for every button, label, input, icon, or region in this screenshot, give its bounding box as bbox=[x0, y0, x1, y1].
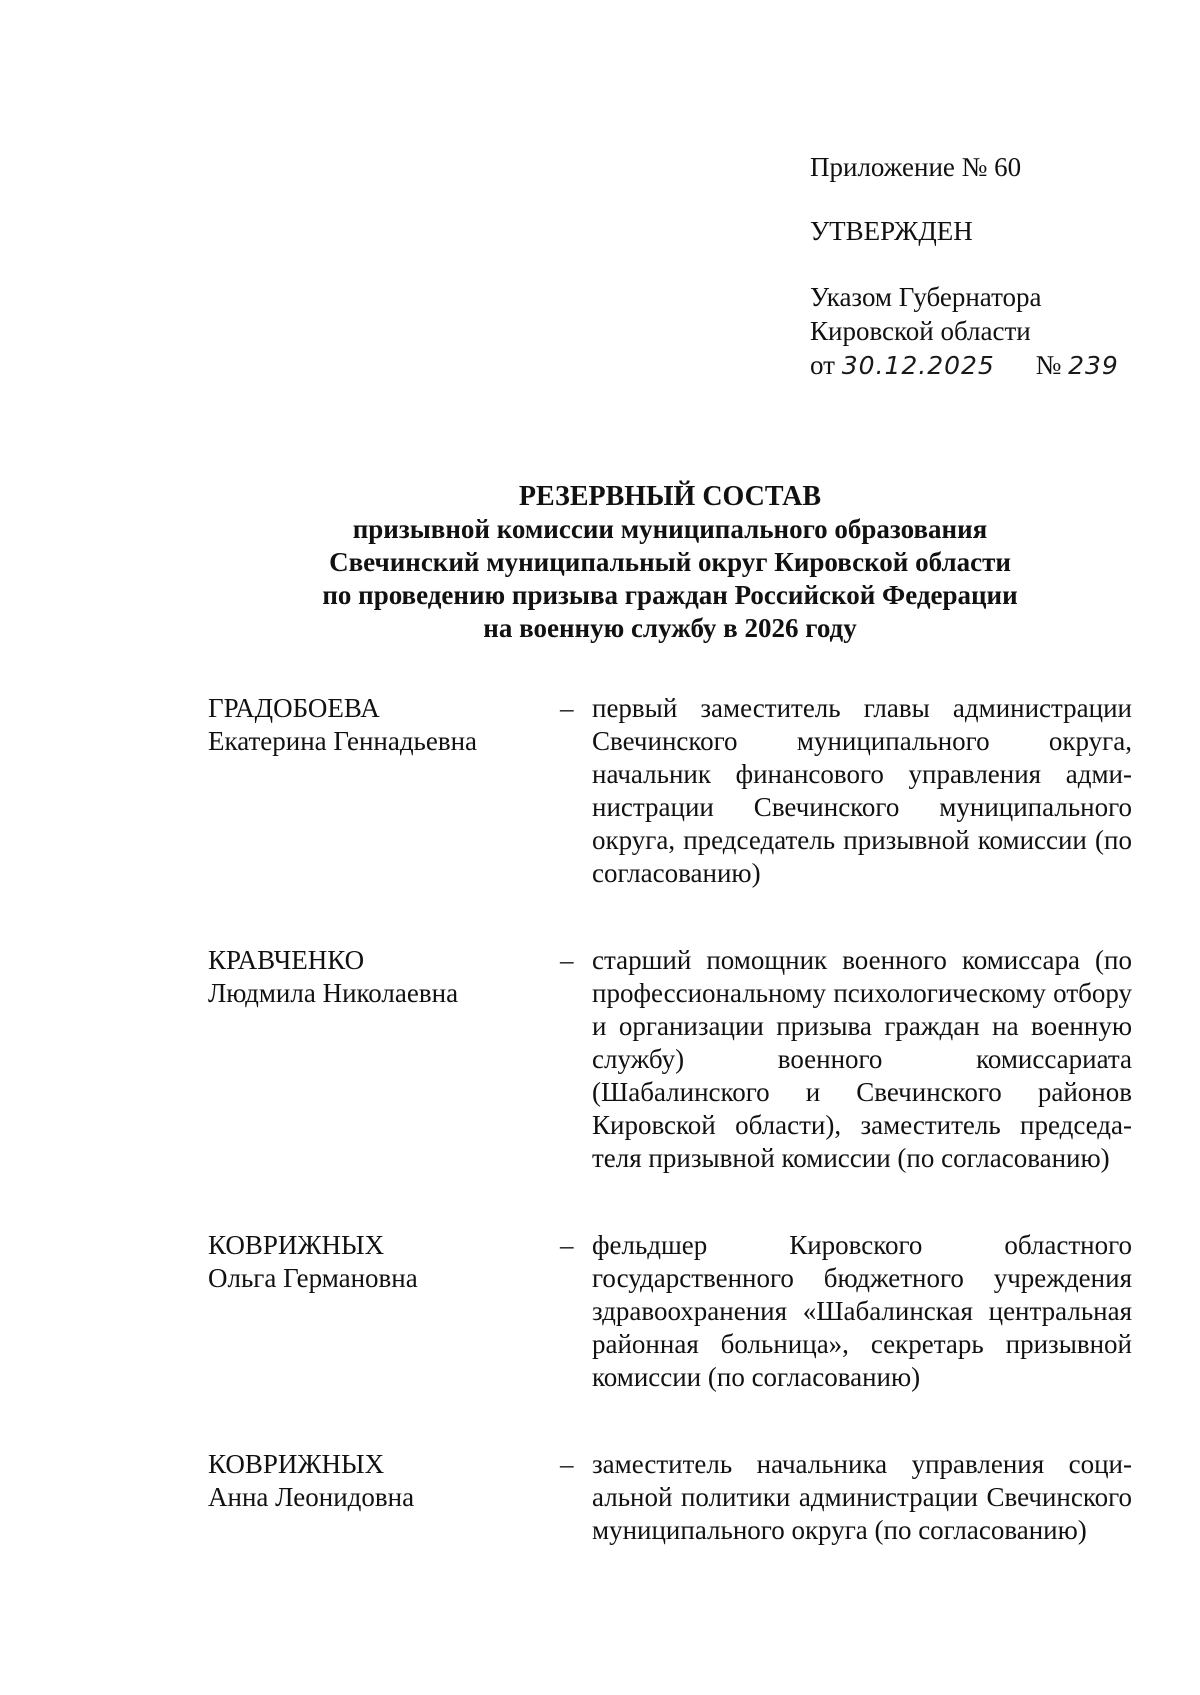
member-given-name: Людмила Николаевна bbox=[208, 978, 459, 1008]
title-line-4: на военную службу в 2026 году bbox=[483, 613, 857, 643]
member-surname: КРАВЧЕНКО bbox=[208, 945, 365, 975]
member-surname: КОВРИЖНЫХ bbox=[208, 1449, 385, 1479]
member-given-name: Анна Леонидовна bbox=[208, 1482, 415, 1512]
title-line-2: Свечинский муниципальный округ Кировской области bbox=[329, 547, 1011, 577]
decree-date-line bbox=[810, 348, 1119, 383]
appendix-number: Приложение № 60 bbox=[810, 152, 1022, 182]
member-dash: – bbox=[560, 945, 574, 975]
member-role: старший помощник военного комиссара (по профессиональному психологическому отбору и организации призыва граждан на военную службу) военного комиссариата (Шабалинского и Свечинского районов Кировской области), заместитель председателя призывной комиссии (по согласованию) bbox=[592, 945, 1132, 1173]
title-line-3: по проведению призыва граждан Российской Федерации bbox=[322, 580, 1018, 610]
decree-line-1: Указом Губернатора bbox=[810, 282, 1042, 312]
member-name bbox=[208, 692, 560, 890]
member-surname: КОВРИЖНЫХ bbox=[208, 1230, 385, 1260]
document-title bbox=[220, 480, 1120, 645]
member-name bbox=[208, 1448, 560, 1547]
member-given-name: Ольга Германовна bbox=[208, 1263, 418, 1293]
member-name bbox=[208, 944, 560, 1175]
member-dash: – bbox=[560, 1230, 574, 1260]
members-list bbox=[208, 692, 1133, 1601]
handwritten-date: 30.12.2025 bbox=[841, 351, 995, 380]
member-role: первый заместитель главы администрации Свечинского муниципального округа, начальник финансового управления администрации Свечинского муниципального округа, председатель призывной комиссии (по согласованию) bbox=[592, 693, 1132, 888]
decree-line-2: Кировской области bbox=[810, 316, 1031, 346]
handwritten-number: 239 bbox=[1068, 351, 1119, 380]
member-entry bbox=[208, 944, 1133, 1175]
member-surname: ГРАДОБОЕВА bbox=[208, 693, 380, 723]
title-line-1: призывной комиссии муниципального образования bbox=[352, 514, 988, 544]
member-role: заместитель начальника управления социальной политики администрации Свечинского муниципального округа (по согласованию) bbox=[592, 1449, 1132, 1545]
member-given-name: Екатерина Геннадьевна bbox=[208, 726, 478, 756]
member-entry bbox=[208, 692, 1133, 890]
number-sign: № bbox=[1035, 350, 1062, 380]
member-dash: – bbox=[560, 693, 574, 723]
member-dash: – bbox=[560, 1449, 574, 1479]
date-prefix: от bbox=[810, 350, 835, 380]
approval-block bbox=[810, 150, 1119, 383]
member-entry bbox=[208, 1448, 1133, 1547]
member-entry bbox=[208, 1229, 1133, 1394]
title-main: РЕЗЕРВНЫЙ СОСТАВ bbox=[518, 481, 822, 512]
member-role: фельдшер Кировского областного государственного бюджетного учреждения здравоохранения «Шабалинская центральная районная больница», секретарь призывной комиссии (по согласованию) bbox=[592, 1230, 1132, 1392]
member-name bbox=[208, 1229, 560, 1394]
approved-label: УТВЕРЖДЕН bbox=[810, 216, 973, 246]
